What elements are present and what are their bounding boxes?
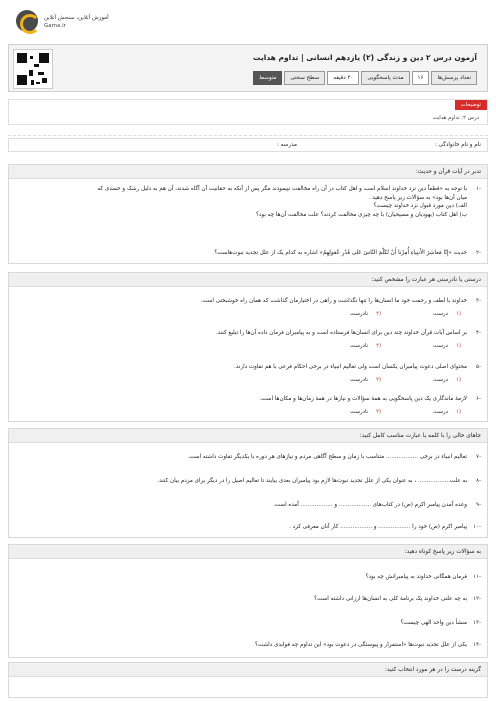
- section-title: گزینه درست را در هر مورد انتخاب کنید:: [9, 663, 487, 677]
- option-true[interactable]: [433, 409, 461, 415]
- question-text: با توجه به «قطعاً دین نزد خداوند اسلام است و اهل کتاب در آن راه مخالفت نپیمودند مگر پس از آنکه به حقانیت آن آگاه شدند، آن هم به دلیل رشک و حسدی که: [97, 186, 467, 192]
- option-label: نادرست: [350, 377, 369, 383]
- question-number: -۱۲: [472, 596, 481, 602]
- option-false[interactable]: [350, 311, 381, 317]
- question-text: به چه علتی خداوند یک برنامهٔ کلی به انسان‌ها ارزانی داشته است؟: [314, 596, 467, 602]
- option-number: (۱: [455, 377, 461, 383]
- question-text: الف) دین مورد قبول نزد خداوند چیست؟: [373, 203, 467, 209]
- question-text: لازمهٔ ماندگاری یک دین پاسخگویی به همهٔ سؤالات و نیازها در همهٔ زمان‌ها و مکان‌ها است.: [259, 396, 467, 402]
- note-tag: توضیحات: [455, 100, 487, 110]
- question-4: [17, 329, 481, 338]
- question-number: -۵: [475, 364, 481, 370]
- option-label: درست: [433, 343, 448, 349]
- exam-title: آزمون درس ۲ دین و زندگی (۲) یازدهم انسانی | تداوم هدایت: [253, 53, 477, 62]
- student-name-label: نام و نام خانوادگی :: [434, 142, 481, 148]
- option-label: درست: [433, 377, 448, 383]
- options-q5: [350, 377, 461, 383]
- school-label: مدرسه :: [277, 142, 297, 148]
- options-q6: [350, 409, 461, 415]
- option-number: (۲: [376, 409, 382, 415]
- note-text: درس ۲: تداوم هدایت: [432, 115, 479, 121]
- option-label: نادرست: [350, 409, 369, 415]
- meta-count-value: ۱۶: [412, 71, 430, 85]
- question-8: [17, 477, 481, 486]
- question-10: [17, 523, 481, 532]
- question-text: وعده آمدن پیامبر اکرم (ص) در کتاب‌های .................. و .................. آمده است.: [273, 502, 467, 508]
- question-text: محتوای اصلی دعوت پیامبران یکسان است ولی تعالیم انبیاء در برخی احکام فرعی با هم تفاوت دارند.: [234, 364, 467, 370]
- question-number: -۲: [475, 250, 481, 256]
- question-text: فرمان همگانی خداوند به پیامبرانش چه بود؟: [365, 574, 467, 580]
- section-fill-blank: [8, 428, 488, 538]
- options-q3: [350, 311, 461, 317]
- question-number: -۶: [475, 396, 481, 402]
- question-9: [17, 501, 481, 510]
- question-3: [17, 297, 481, 306]
- meta-difficulty-value: متوسط: [253, 71, 282, 85]
- question-number: -۳: [475, 298, 481, 304]
- question-number: -۱۱: [472, 574, 481, 580]
- question-text: به علت.................. ، به عنوان یکی از علل تجدید نبوت‌ها لازم بود پیامبران بعدی بیایند تا تعالیم اصیل را در دیگر برای مردم بیان کنند.: [157, 478, 467, 484]
- option-number: (۱: [455, 311, 461, 317]
- brand-domain[interactable]: Gama.ir: [44, 23, 66, 29]
- section-short-answer: [8, 544, 488, 658]
- option-number: (۲: [376, 343, 382, 349]
- question-text: خداوند با لطف و رحمت خود ما انسان‌ها را تنها نگذاشت و راهی در اختیارمان گذاشت که همان راه خوشبختی است.: [200, 298, 467, 304]
- question-number: -۹: [475, 502, 481, 508]
- question-number: -۱۳: [472, 620, 481, 626]
- question-13: [17, 619, 481, 628]
- question-2: [17, 249, 481, 258]
- exam-page: [6, 4, 490, 700]
- exam-meta: [251, 71, 477, 85]
- option-false[interactable]: [350, 409, 381, 415]
- question-6: [17, 395, 481, 404]
- site-header: [6, 4, 490, 42]
- option-number: (۱: [455, 409, 461, 415]
- question-12: [17, 595, 481, 604]
- option-number: (۲: [376, 311, 382, 317]
- question-text: ب) اهل کتاب (یهودیان و مسیحیان) با چه چیزی مخالفت کردند؟ علت مخالفت آن‌ها چه بود؟: [256, 211, 467, 218]
- brand-tagline: آموزش آنلاین، سنجش آنلاین: [44, 15, 109, 21]
- gama-logo-icon[interactable]: [16, 10, 38, 32]
- section-true-false: [8, 272, 488, 422]
- question-text: بر اساس آیات قرآن خداوند چند دین برای انسان‌ها فرستاده است و به پیامبران فرمان داده آن‌ها را تبلیغ کنند.: [215, 330, 467, 336]
- option-number: (۲: [376, 377, 382, 383]
- option-true[interactable]: [433, 343, 461, 349]
- question-number: -۱: [475, 186, 481, 192]
- question-7: [17, 453, 481, 462]
- question-1: [17, 185, 481, 219]
- section-multiple-choice: [8, 662, 488, 698]
- meta-difficulty-label: سطح سختی: [284, 71, 325, 85]
- question-text: پیامبر اکرم (ص) خود را .................. و .................. کار آنان معرفی کرد .: [289, 524, 467, 530]
- question-text: تعالیم انبیاء در برخی .................. متناسب با زمان و سطح آگاهی مردم و نیازهای هر دوره با یکدیگر تفاوت داشته است.: [187, 454, 467, 460]
- section-title: جاهای خالی را با کلمه یا عبارت مناسب کامل کنید:: [9, 429, 487, 443]
- question-text: میان آن‌ها بود» به سؤالات زیر پاسخ دهید .: [368, 194, 467, 201]
- question-11: [17, 573, 481, 582]
- meta-count-label: تعداد پرسش‌ها: [431, 71, 477, 85]
- option-label: نادرست: [350, 343, 369, 349]
- section-quran: [8, 164, 488, 264]
- question-text: یکی از علل تجدید نبوت‌ها «استمرار و پیوستگی در دعوت بود» این تداوم چه فوایدی داشت؟: [255, 642, 467, 648]
- question-text: منشأ دین واحد الهی چیست؟: [400, 620, 467, 626]
- question-14: [17, 641, 481, 650]
- options-q4: [350, 343, 461, 349]
- option-label: نادرست: [350, 311, 369, 317]
- option-false[interactable]: [350, 377, 381, 383]
- question-number: -۸: [475, 478, 481, 484]
- question-text: حدیث «إِنّا مَعاشِرَ الأَنبِیاءِ أُمِرْنا أَنْ نُكَلِّمَ النّاسَ عَلی قَدْرِ عُقولِهِمْ» اشاره به کدام یک از علل تجدید نبوت‌هاست؟: [214, 250, 467, 256]
- brand-text: [44, 14, 109, 30]
- teacher-note: [8, 99, 488, 125]
- question-number: -۱۴: [472, 642, 481, 648]
- question-5: [17, 363, 481, 372]
- option-true[interactable]: [433, 311, 461, 317]
- section-title: به سؤالات زیر پاسخ کوتاه دهید:: [9, 545, 487, 559]
- option-number: (۱: [455, 343, 461, 349]
- option-false[interactable]: [350, 343, 381, 349]
- question-number: -۱۰: [472, 524, 481, 530]
- question-number: -۷: [475, 454, 481, 460]
- question-number: -۴: [475, 330, 481, 336]
- option-label: درست: [433, 311, 448, 317]
- meta-duration-value: ۲۰ دقیقه: [327, 71, 359, 85]
- section-title: تدبر در آیات قرآن و حدیث:: [9, 165, 487, 179]
- option-true[interactable]: [433, 377, 461, 383]
- exam-header-card: [8, 44, 488, 92]
- option-label: درست: [433, 409, 448, 415]
- qr-code-icon: [13, 49, 53, 89]
- divider: [8, 128, 488, 136]
- meta-duration-label: مدت پاسخگویی: [361, 71, 409, 85]
- section-title: درستی یا نادرستی هر عبارت را مشخص کنید:: [9, 273, 487, 287]
- student-info-row: [8, 138, 488, 152]
